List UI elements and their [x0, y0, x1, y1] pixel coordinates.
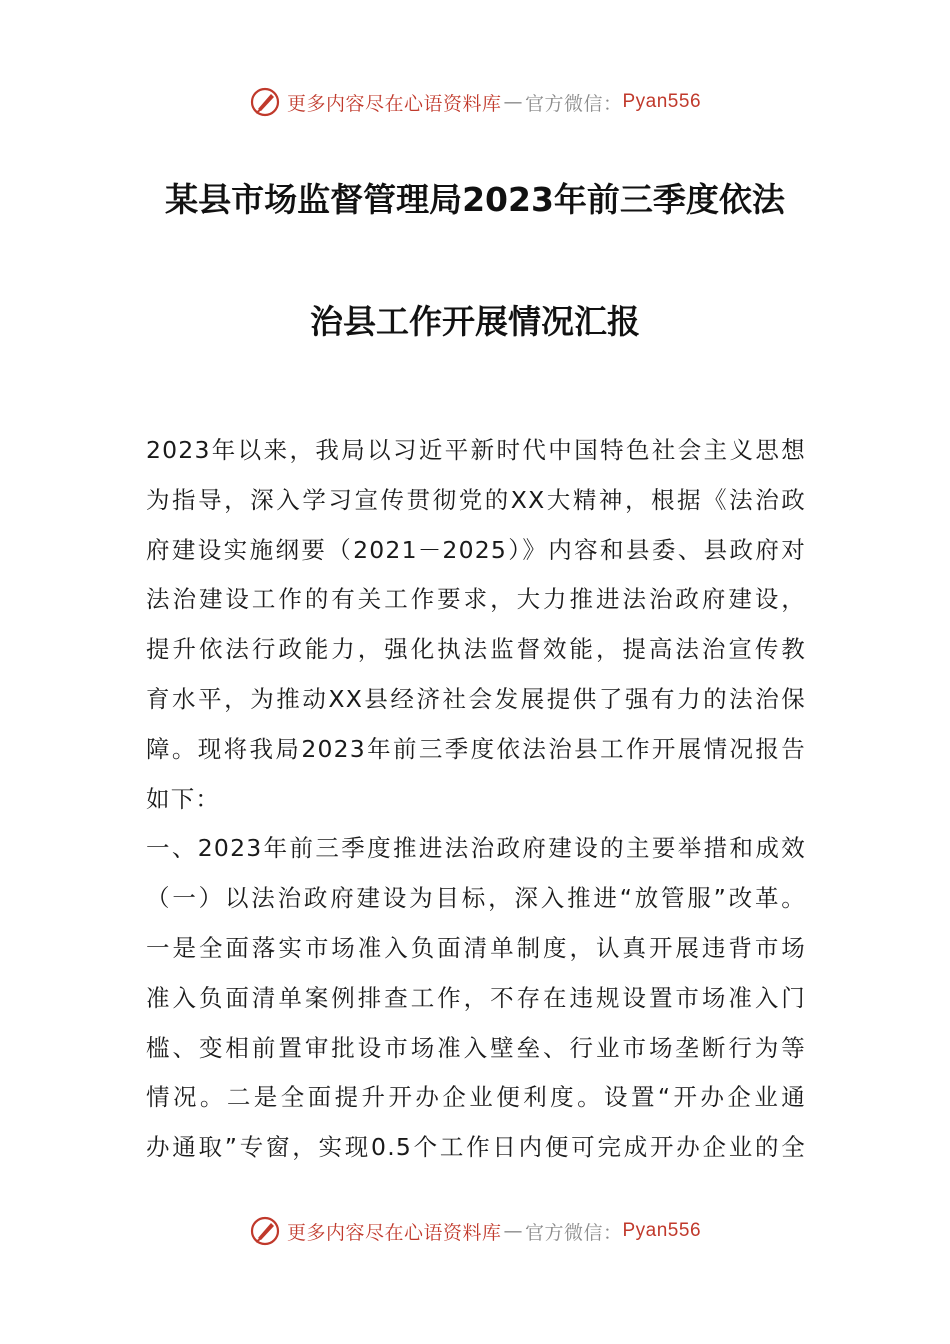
- body-line: 法治建设工作的有关工作要求，大力推进法治政府建设，: [146, 585, 806, 614]
- document-title-line-1: 某县市场监督管理局2023年前三季度依法: [165, 180, 785, 219]
- pen-seal-icon: [249, 86, 281, 118]
- body-line: 为指导，深入学习宣传贯彻党的XX大精神，根据《法治政: [146, 485, 806, 514]
- document-title-line-2: 治县工作开展情况汇报: [310, 302, 640, 341]
- watermark-text: 更多内容尽在心语资料库: [286, 92, 502, 115]
- body-line: 2023年以来，我局以习近平新时代中国特色社会主义思想: [146, 436, 806, 464]
- watermark-separator: —: [503, 91, 523, 113]
- body-line: 办通取”专窗，实现0.5个工作日内便可完成开办企业的全: [146, 1133, 806, 1162]
- body-line: 障。现将我局2023年前三季度依法治县工作开展情况报告: [146, 734, 806, 763]
- section-heading: 一、2023年前三季度推进法治政府建设的主要举措和成效: [146, 834, 806, 863]
- body-line: 槛、变相前置审批设市场准入壁垒、行业市场垄断行为等: [146, 1033, 806, 1062]
- watermark-banner-bottom: [0, 1211, 950, 1251]
- body-line: 府建设实施纲要（2021－2025）》内容和县委、县政府对: [146, 535, 806, 564]
- subsection-heading: （一）以法治政府建设为目标，深入推进“放管服”改革。: [146, 884, 806, 913]
- watermark-label: 官方微信：: [524, 92, 623, 115]
- body-line: 一是全面落实市场准入负面清单制度，认真开展违背市场: [146, 933, 806, 962]
- body-line: 准入负面清单案例排查工作，不存在违规设置市场准入门: [146, 983, 806, 1012]
- body-line: 情况。二是全面提升开办企业便利度。设置“开办企业通: [146, 1083, 806, 1112]
- watermark-label: 官方微信：: [524, 1221, 623, 1244]
- watermark-id: Pyan556: [622, 1220, 702, 1241]
- body-line: 育水平，为推动XX县经济社会发展提供了强有力的法治保: [146, 684, 806, 713]
- body-line: 提升依法行政能力，强化执法监督效能，提高法治宣传教: [146, 635, 806, 664]
- pen-seal-icon: [249, 1215, 281, 1247]
- watermark-id: Pyan556: [622, 91, 702, 112]
- watermark-banner-top: [0, 82, 950, 122]
- body-line: 如下：: [146, 784, 221, 813]
- watermark-text: 更多内容尽在心语资料库: [286, 1221, 502, 1244]
- watermark-separator: —: [503, 1220, 523, 1242]
- document-body: [146, 426, 806, 1173]
